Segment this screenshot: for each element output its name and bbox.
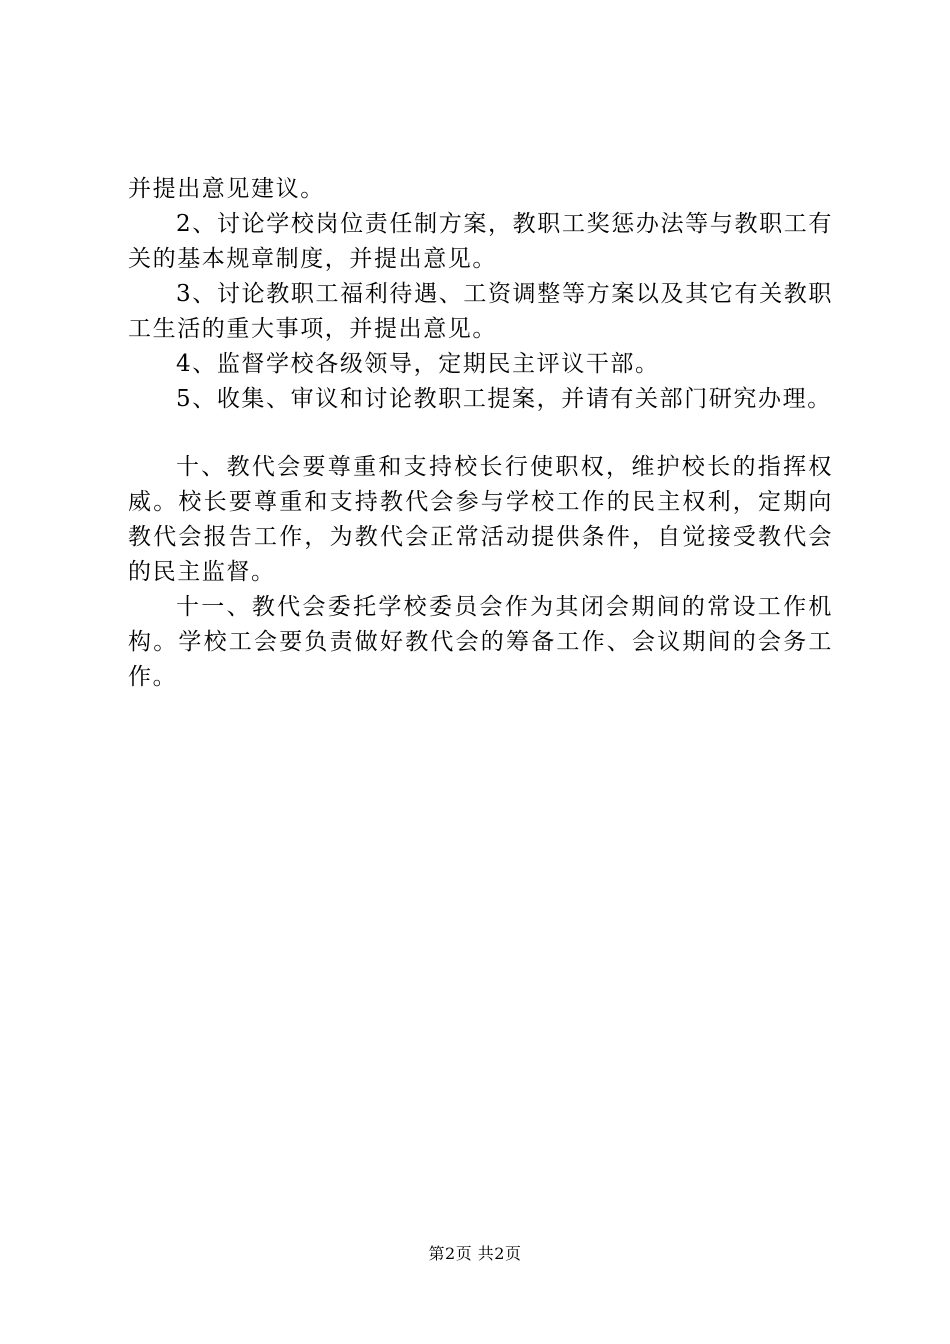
paragraph-continuation: 并提出意见建议。	[128, 176, 325, 202]
paragraph-item-3: 3、讨论教职工福利待遇、工资调整等方案以及其它有关教职工生活的重大事项，并提出意见。	[128, 281, 833, 342]
paragraph-article-10: 十、教代会要尊重和支持校长行使职权，维护校长的指挥权威。校长要尊重和支持教代会参与学校工作的民主权利，定期向教代会报告工作，为教代会正常活动提供条件，自觉接受教代会的民主监督。	[128, 454, 833, 585]
paragraph-item-5: 5、收集、审议和讨论教职工提案，并请有关部门研究办理。	[176, 386, 832, 412]
paragraph-gap	[128, 417, 833, 450]
paragraph-item-4: 4、监督学校各级领导，定期民主评议干部。	[176, 351, 660, 377]
document-body	[128, 172, 833, 695]
paragraph-item-2: 2、讨论学校岗位责任制方案，教职工奖惩办法等与教职工有关的基本规章制度，并提出意见。	[128, 211, 833, 272]
page-number-footer: 第2页 共2页	[428, 1244, 522, 1263]
paragraph-article-11: 十一、教代会委托学校委员会作为其闭会期间的常设工作机构。学校工会要负责做好教代会的筹备工作、会议期间的会务工作。	[128, 594, 833, 690]
